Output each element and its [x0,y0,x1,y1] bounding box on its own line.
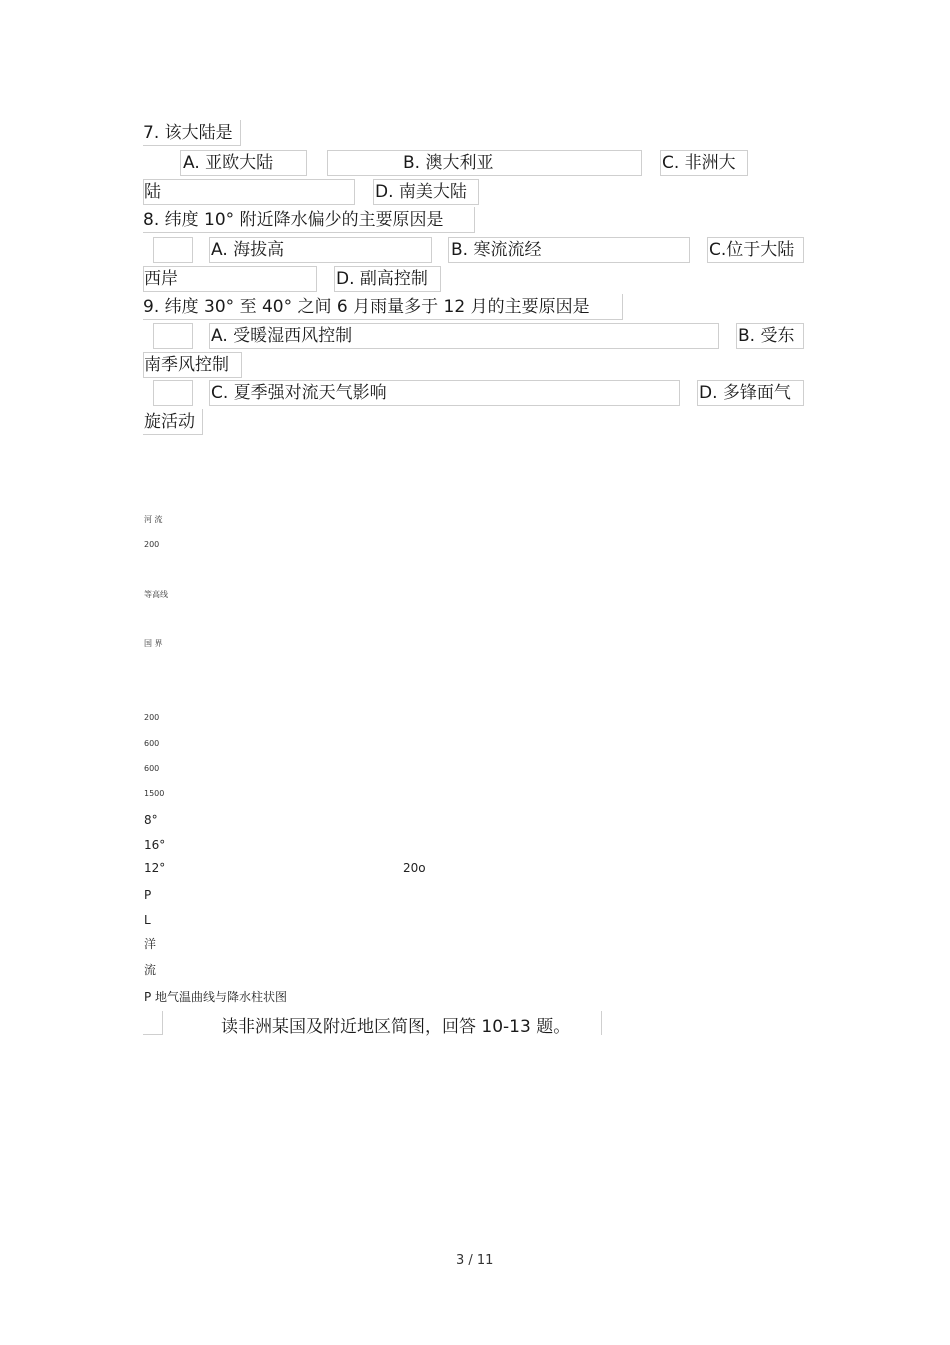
label-lat-12: 12° [144,861,166,875]
q8-option-b[interactable]: B. 寒流流经 [451,240,542,260]
q9-option-a[interactable]: A. 受暖湿西风控制 [211,326,353,346]
label-600-b: 600 [144,764,160,773]
label-200-a: 200 [144,540,160,549]
q8-option-c-part1[interactable]: C.位于大陆 [709,240,795,260]
q9-stem: 9. 纬度 30° 至 40° 之间 6 月雨量多于 12 月的主要原因是 [143,297,590,317]
label-lat-8: 8° [144,813,158,827]
q7-option-d[interactable]: D. 南美大陆 [375,182,467,202]
q8-stem-frame [143,207,475,233]
label-ocean: 洋 [144,937,157,951]
caption-left-frame [143,1011,163,1035]
label-600-a: 600 [144,739,160,748]
label-lon-20: 20o [403,861,426,875]
q7-option-b[interactable]: B. 澳大利亚 [403,153,494,173]
label-1500: 1500 [144,789,165,798]
q8-stem: 8. 纬度 10° 附近降水偏少的主要原因是 [143,210,444,230]
label-200-b: 200 [144,713,160,722]
q9-answer-box-2[interactable] [153,380,193,406]
q9-option-b-part2: 南季风控制 [144,355,229,375]
label-current: 流 [144,963,157,977]
legend-contour: 等高线 [144,590,168,599]
legend-river: 河 流 [144,515,163,524]
q9-answer-box-1[interactable] [153,323,193,349]
section-caption: 读非洲某国及附近地区简图，回答 10-13 题。 [221,1017,571,1037]
label-l: L [144,913,151,927]
q9-option-d-part2: 旋活动 [144,412,195,432]
q7-c2-frame [143,179,355,205]
q8-answer-box[interactable] [153,237,193,263]
q8-option-a[interactable]: A. 海拔高 [211,240,285,260]
q7-stem: 7. 该大陆是 [143,123,233,143]
label-lat-16: 16° [144,838,166,852]
climate-chart-title: P 地气温曲线与降水柱状图 [144,990,288,1004]
label-p: P [144,888,152,902]
q7-option-c-part1[interactable]: C. 非洲大 [662,153,736,173]
q9-option-c[interactable]: C. 夏季强对流天气影响 [211,383,387,403]
q7-stem-frame [143,120,241,146]
q7-option-c-part2: 陆 [144,182,161,202]
q7-option-a[interactable]: A. 亚欧大陆 [183,153,274,173]
q8-option-d[interactable]: D. 副高控制 [336,269,428,289]
q9-option-b-part1[interactable]: B. 受东 [738,326,795,346]
legend-border: 国 界 [144,639,163,648]
q9-option-d-part1[interactable]: D. 多锋面气 [699,383,791,403]
page-number: 3 / 11 [456,1253,494,1268]
q9-stem-frame [143,294,623,320]
q8-option-c-part2: 西岸 [144,269,178,289]
